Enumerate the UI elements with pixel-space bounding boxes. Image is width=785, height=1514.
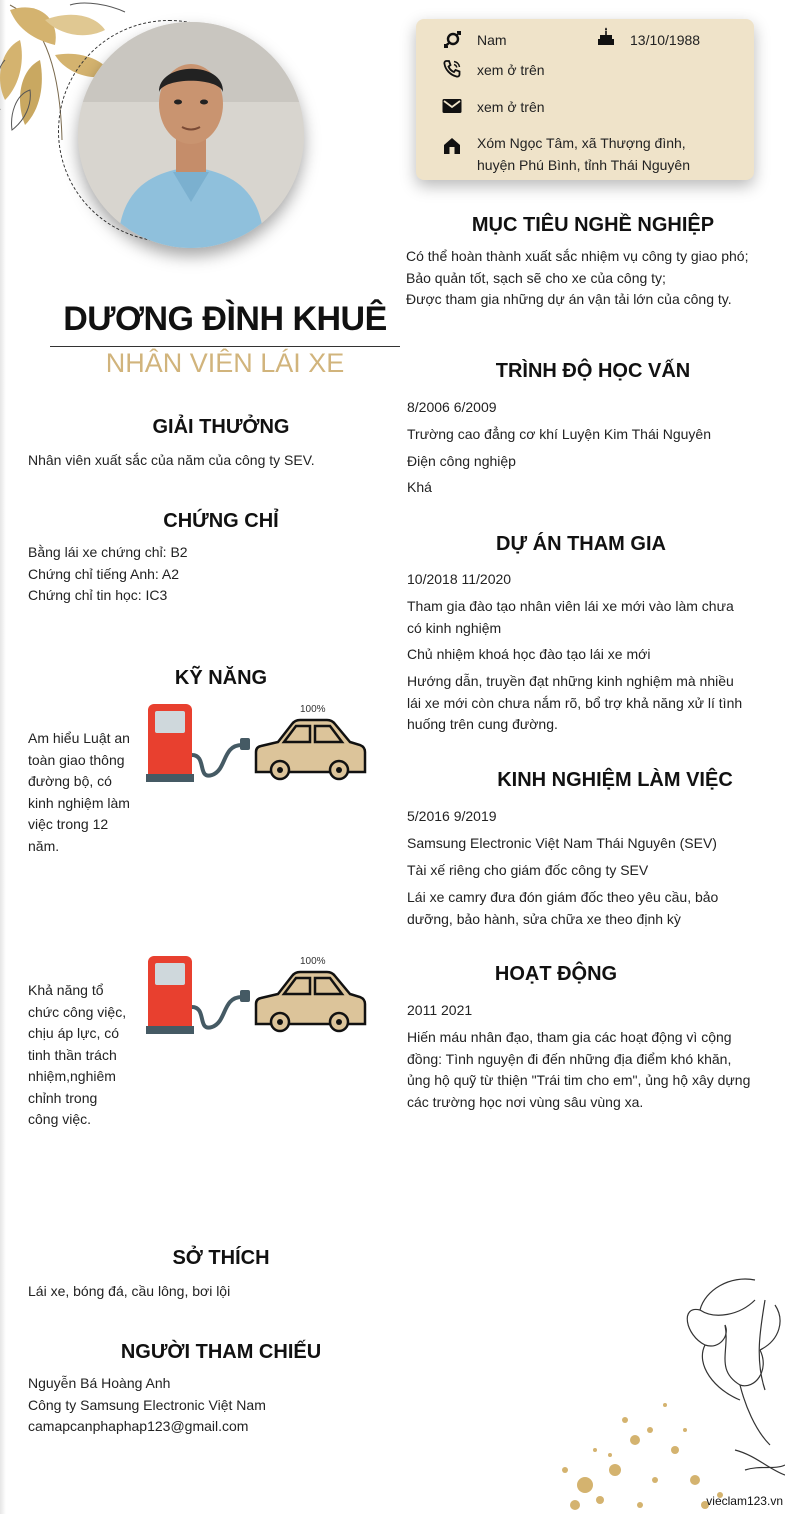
project-name xyxy=(407,596,757,639)
activities-desc-line: Hiến máu nhân đạo, tham gia các hoạt động vì cộng xyxy=(407,1029,732,1045)
education-grade: Khá xyxy=(407,479,432,495)
education-heading: TRÌNH ĐỘ HỌC VẤN xyxy=(495,360,691,382)
home-icon xyxy=(442,136,462,156)
fuel-pump-icon xyxy=(146,704,250,782)
activities-desc-line: đồng: Tình nguyện đi đến những địa điểm khó khăn, xyxy=(407,1050,732,1067)
skill-line: chỉnh trong xyxy=(28,1089,98,1106)
address-line2: huyện Phú Bình, tỉnh Thái Nguyên xyxy=(477,157,691,173)
skill-line: Am hiểu Luật an xyxy=(28,730,130,746)
hobbies-heading: SỞ THÍCH xyxy=(172,1247,270,1269)
activities-desc-line: ủng hộ quỹ từ thiện "Trái tim cho em", ủng hộ xây dựng xyxy=(407,1072,751,1088)
project-desc-line: lái xe mới còn chưa nắm rõ, bổ trợ khả năng xử lí tình xyxy=(407,694,743,711)
skills-heading: KỸ NĂNG xyxy=(174,667,268,689)
activities-period: 2011 2021 xyxy=(407,1002,473,1018)
education-major: Điện công nghiệp xyxy=(407,453,516,469)
skill-percent-label: 100% xyxy=(300,956,326,967)
references-heading: NGƯỜI THAM CHIẾU xyxy=(120,1341,322,1363)
certificate-item: Chứng chỉ tin học: IC3 xyxy=(28,587,168,603)
skill-line: đường bộ, có xyxy=(28,773,112,789)
experience-company: Samsung Electronic Việt Nam Thái Nguyên (SEV) xyxy=(407,835,717,851)
project-desc-line: Hướng dẫn, truyền đạt những kinh nghiệm mà nhiều xyxy=(407,673,734,689)
project-role: Chủ nhiệm khoá học đào tạo lái xe mới xyxy=(407,646,651,662)
experience-desc-line: Lái xe camry đưa đón giám đốc theo yêu cầu, bảo xyxy=(407,889,719,905)
project-desc-line: huống trên cung đường. xyxy=(407,716,558,732)
name-divider xyxy=(50,346,400,347)
project-name-line: có kinh nghiệm xyxy=(407,619,502,636)
skill-percent-label: 100% xyxy=(300,704,326,715)
experience-period: 5/2016 9/2019 xyxy=(407,808,497,824)
certificates-heading: CHỨNG CHỈ xyxy=(163,510,279,532)
experience-heading: KINH NGHIỆM LÀM VIỆC xyxy=(497,769,733,791)
skill-level-graphic xyxy=(142,700,372,790)
skill-level-graphic xyxy=(142,952,372,1042)
reference-line: camapcanphaphap123@gmail.com xyxy=(28,1418,249,1434)
phone-value: xem ở trên xyxy=(477,62,545,78)
activities-heading: HOẠT ĐỘNG xyxy=(494,963,618,985)
skill-line: chịu áp lực, có xyxy=(28,1025,120,1041)
objective-line: Bảo quản tốt, sạch sẽ cho xe của công ty; xyxy=(406,269,666,286)
reference-line: Nguyễn Bá Hoàng Anh xyxy=(28,1375,171,1391)
reference-line: Công ty Samsung Electronic Việt Nam xyxy=(28,1397,266,1413)
activities-description xyxy=(407,1027,757,1113)
objective-heading: MỤC TIÊU NGHỀ NGHIỆP xyxy=(471,214,715,236)
skill-line: toàn giao thông xyxy=(28,751,125,768)
awards-text: Nhân viên xuất sắc của năm của công ty SEV. xyxy=(28,452,315,468)
car-icon xyxy=(256,972,365,1031)
projects-heading: DỰ ÁN THAM GIA xyxy=(496,533,666,555)
education-period: 8/2006 6/2009 xyxy=(407,399,497,415)
experience-description xyxy=(407,887,757,930)
experience-position: Tài xế riêng cho giám đốc công ty SEV xyxy=(407,862,649,878)
certificate-item: Bằng lái xe chứng chỉ: B2 xyxy=(28,544,188,560)
objective-line: Được tham gia những dự án vận tải lớn của công ty. xyxy=(406,291,732,307)
avatar xyxy=(78,22,304,248)
objective-text xyxy=(406,246,784,311)
job-title: NHÂN VIÊN LÁI XE xyxy=(105,348,345,378)
fuel-pump-icon xyxy=(146,956,250,1034)
gender-value: Nam xyxy=(477,32,507,48)
skill-line: chức công việc, xyxy=(28,1003,127,1020)
objective-line: Có thể hoàn thành xuất sắc nhiệm vụ công ty giao phó; xyxy=(406,248,749,264)
skill-description xyxy=(28,728,130,857)
education-school: Trường cao đẳng cơ khí Luyện Kim Thái Nguyên xyxy=(407,426,712,442)
skill-line: tinh thần trách xyxy=(28,1046,117,1063)
watermark: vieclam123.vn xyxy=(706,1494,783,1508)
birthday-value: 13/10/1988 xyxy=(630,32,701,48)
skill-line: nhiệm,nghiêm xyxy=(28,1068,116,1084)
page-left-edge-shadow xyxy=(0,0,6,1514)
address-line1: Xóm Ngọc Tâm, xã Thượng đình, xyxy=(477,135,686,151)
contact-card xyxy=(416,19,754,180)
project-description xyxy=(407,671,757,736)
email-icon xyxy=(442,96,462,116)
project-name-line: Tham gia đào tạo nhân viên lái xe mới vào làm chưa xyxy=(407,598,734,614)
skill-description xyxy=(28,980,126,1131)
certificate-item: Chứng chỉ tiếng Anh: A2 xyxy=(28,566,180,582)
skill-line: kinh nghiệm làm xyxy=(28,794,130,811)
project-period: 10/2018 11/2020 xyxy=(407,571,512,587)
awards-heading: GIẢI THƯỞNG xyxy=(152,416,290,438)
flower-decoration xyxy=(555,1270,785,1514)
activities-desc-line: các trường học nơi vùng sâu vùng xa. xyxy=(407,1093,644,1110)
skill-line: việc trong 12 xyxy=(28,816,109,832)
skill-line: Khả năng tổ xyxy=(28,982,104,998)
experience-desc-line: dưỡng, bảo hành, sửa chữa xe theo định kỳ xyxy=(407,910,681,927)
gender-icon xyxy=(442,30,462,50)
candidate-name: DƯƠNG ĐÌNH KHUÊ xyxy=(63,300,387,338)
car-icon xyxy=(256,720,365,779)
hobbies-text: Lái xe, bóng đá, cầu lông, bơi lội xyxy=(28,1283,231,1299)
skill-line: công việc. xyxy=(28,1111,92,1127)
skill-line: năm. xyxy=(28,837,60,854)
birthday-cake-icon xyxy=(596,27,616,47)
email-value: xem ở trên xyxy=(477,99,545,115)
phone-icon xyxy=(442,59,462,79)
